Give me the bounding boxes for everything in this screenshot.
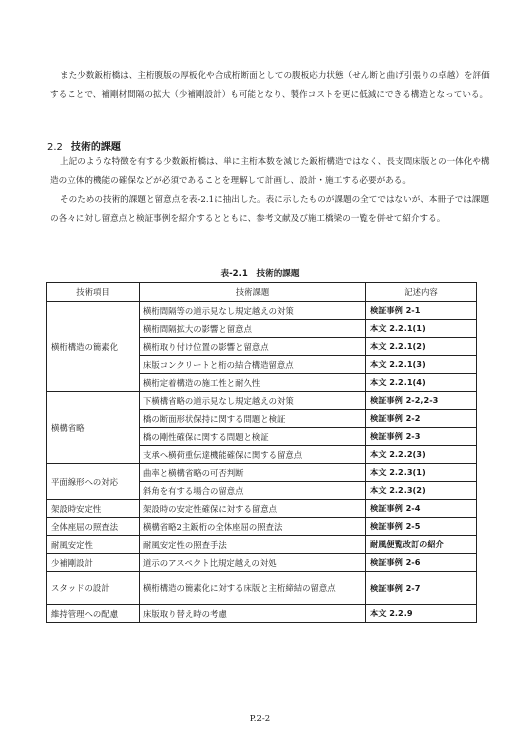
reference-cell: 本文 2.2.1(3) — [366, 356, 477, 374]
reference-cell: 耐風便覧改訂の紹介 — [366, 536, 477, 554]
table-row — [47, 554, 477, 572]
reference-cell: 検証事例 2-6 — [366, 554, 477, 572]
issue-cell: 斜角を有する場合の留意点 — [140, 482, 366, 500]
table-row — [47, 392, 477, 410]
table-title: 技術的課題 — [256, 269, 300, 279]
issue-cell: 道示のアスペクト比規定越えの対処 — [140, 554, 366, 572]
table-caption — [0, 267, 520, 279]
category-cell: 少補剛設計 — [47, 554, 140, 572]
category-cell: 維持管理への配慮 — [47, 605, 140, 623]
reference-cell: 本文 2.2.3(2) — [366, 482, 477, 500]
reference-cell: 検証事例 2-1 — [366, 302, 477, 320]
table-row — [47, 500, 477, 518]
category-cell: 耐風安定性 — [47, 536, 140, 554]
technical-issues-table — [46, 282, 477, 623]
page-number: P.2-2 — [249, 714, 271, 724]
category-cell: スタッドの設計 — [47, 572, 140, 605]
table-number: 表-2.1 — [220, 269, 248, 279]
reference-cell: 本文 2.2.1(4) — [366, 374, 477, 392]
category-cell: 平面線形への対応 — [47, 464, 140, 500]
reference-cell: 本文 2.2.1(1) — [366, 320, 477, 338]
section-number: 2.2 — [47, 142, 63, 153]
issue-cell: 耐風安定性の照査手法 — [140, 536, 366, 554]
reference-cell: 検証事例 2-2 — [366, 410, 477, 428]
issue-cell: 横桁取り付け位置の影響と留意点 — [140, 338, 366, 356]
column-header-category: 技術項目 — [47, 283, 140, 302]
issue-cell: 横桁間隔拡大の影響と留意点 — [140, 320, 366, 338]
category-cell: 全体座屈の照査法 — [47, 518, 140, 536]
issue-cell: 曲率と横構省略の可否判断 — [140, 464, 366, 482]
issue-cell: 横桁定着構造の施工性と耐久性 — [140, 374, 366, 392]
reference-cell: 本文 2.2.2(3) — [366, 446, 477, 464]
table-header-row — [47, 283, 477, 302]
category-cell: 横桁構造の簡素化 — [47, 302, 140, 392]
issue-cell: 床版取り替え時の考慮 — [140, 605, 366, 623]
issue-cell: 床版コンクリートと桁の結合構造留意点 — [140, 356, 366, 374]
table-row — [47, 605, 477, 623]
category-cell: 横構省略 — [47, 392, 140, 464]
intro-paragraph — [50, 67, 490, 105]
reference-cell: 本文 2.2.3(1) — [366, 464, 477, 482]
reference-cell: 検証事例 2-4 — [366, 500, 477, 518]
section-body — [50, 153, 490, 229]
table-row — [47, 464, 477, 482]
section-paragraph-2: そのための技術的課題と留意点を表-2.1に抽出した。表に示したものが課題の全てではないが、本冊子では課題の各々に対し留意点と検証事例を紹介するとともに、参考文献及び施工橋梁の一覧を併せて紹介する。 — [50, 195, 490, 224]
table-row — [47, 572, 477, 605]
column-header-reference: 記述内容 — [366, 283, 477, 302]
issue-cell: 橋の断面形状保持に関する問題と検証 — [140, 410, 366, 428]
reference-cell: 検証事例 2-5 — [366, 518, 477, 536]
intro-text: また少数鈑桁橋は、主桁腹版の厚板化や合成桁断面としての腹板応力状態（せん断と曲げ引張りの卓越）を評価することで、補剛材間隔の拡大（少補剛設計）も可能となり、製作コストを更に低減にできる構造となっている。 — [50, 71, 490, 100]
reference-cell: 検証事例 2-3 — [366, 428, 477, 446]
column-header-issue: 技術課題 — [140, 283, 366, 302]
reference-cell: 本文 2.2.9 — [366, 605, 477, 623]
issue-cell: 橋の剛性確保に関する問題と検証 — [140, 428, 366, 446]
section-heading — [47, 138, 121, 153]
section-paragraph-1: 上記のような特徴を有する少数鈑桁橋は、単に主桁本数を減じた鈑桁構造ではなく、長支間床版との一体化や構造の立体的機能の確保などが必須であることを理解して計画し、設計・施工する必要がある。 — [50, 157, 490, 186]
reference-cell: 本文 2.2.1(2) — [366, 338, 477, 356]
category-cell: 架設時安定性 — [47, 500, 140, 518]
issue-cell: 支承へ横荷重伝達機能確保に関する留意点 — [140, 446, 366, 464]
table-row — [47, 536, 477, 554]
issue-cell: 横構省略2主鈑桁の全体座屈の照査法 — [140, 518, 366, 536]
section-title: 技術的課題 — [70, 142, 121, 153]
table-row — [47, 518, 477, 536]
reference-cell: 検証事例 2-2,2-3 — [366, 392, 477, 410]
table-row — [47, 302, 477, 320]
issue-cell: 下横構省略の道示見なし規定越えの対策 — [140, 392, 366, 410]
issue-cell: 横桁間隔等の道示見なし規定越えの対策 — [140, 302, 366, 320]
reference-cell: 検証事例 2-7 — [366, 572, 477, 605]
issue-cell: 架設時の安定性確保に対する留意点 — [140, 500, 366, 518]
issue-cell: 横桁構造の簡素化に対する床版と主桁締結の留意点 — [140, 572, 366, 605]
